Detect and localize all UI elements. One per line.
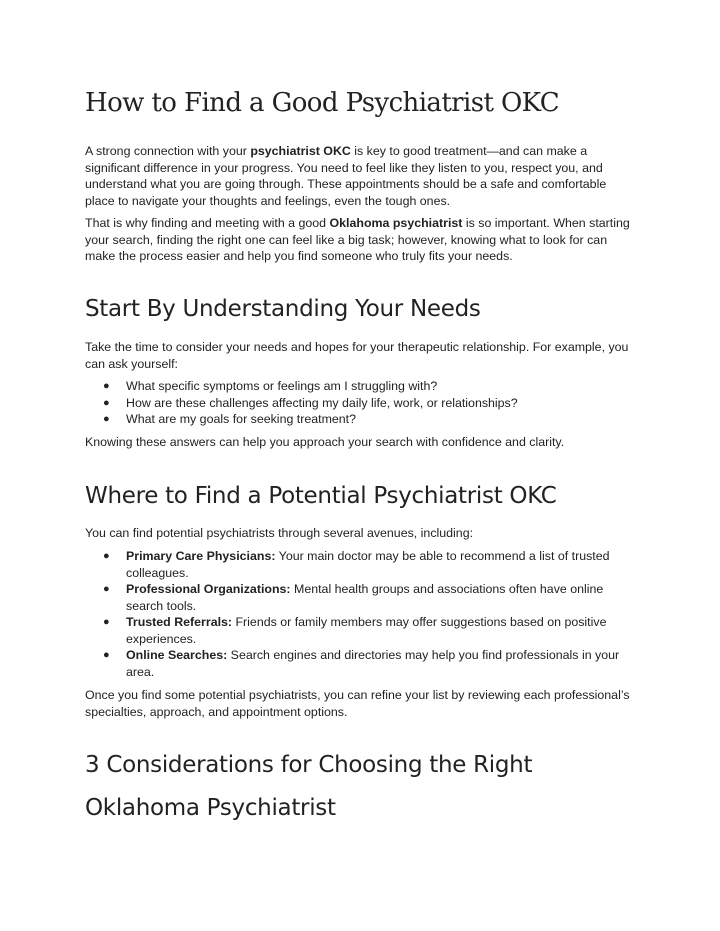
- intro-p2-text-rest: is so important. When starting your search, finding the right one can feel like a big task; however, knowing what to look for can make the process easier and help you find someone who truly fits your needs.: [85, 216, 630, 263]
- where-intro: You can find potential psychiatrists through several avenues, including:: [85, 526, 474, 540]
- list-item-term: Trusted Referrals:: [126, 615, 233, 629]
- list-item: [85, 614, 635, 647]
- list-item-text: What specific symptoms or feelings am I struggling with?: [126, 379, 438, 393]
- intro-paragraph-2: [85, 215, 635, 265]
- intro-p1-text-rest: is key to good treatment—and can make a significant difference in your progress. You need to feel like they listen to you, respect you, and understand what you are going through. These appointments should be a safe and comfortable place to navigate your thoughts and feelings, even the tough ones.: [85, 144, 607, 208]
- bullet-icon: ●: [103, 649, 110, 661]
- section-heading-considerations-line-2: Oklahoma Psychiatrist: [85, 795, 336, 821]
- section-heading-needs: Start By Understanding Your Needs: [85, 296, 481, 322]
- list-item-text: Search engines and directories may help you find professionals in your area.: [126, 648, 620, 679]
- needs-intro: Take the time to consider your needs and hopes for your therapeutic relationship. For example, you can ask yourself:: [85, 340, 629, 371]
- where-outro: Once you find some potential psychiatrists, you can refine your list by reviewing each professional’s specialties, approach, and appointment options.: [85, 688, 630, 719]
- bullet-icon: ●: [103, 380, 110, 392]
- intro-paragraph-1: [85, 143, 635, 209]
- list-item: [85, 548, 635, 581]
- list-item: [85, 378, 635, 395]
- list-item-text: Friends or family members may offer suggestions based on positive experiences.: [126, 615, 607, 646]
- list-item-text: How are these challenges affecting my daily life, work, or relationships?: [126, 395, 518, 410]
- list-item-text: Your main doctor may be able to recommend a list of trusted colleagues.: [126, 549, 610, 580]
- needs-question-list: [85, 378, 635, 428]
- list-item-term: Professional Organizations:: [126, 582, 291, 596]
- bullet-icon: ●: [103, 396, 110, 409]
- list-item-term: Primary Care Physicians:: [126, 549, 276, 563]
- sources-list: [85, 548, 635, 680]
- intro-p1-text: A strong connection with your: [85, 144, 251, 158]
- bullet-icon: ●: [103, 550, 110, 562]
- list-item-text: Mental health groups and associations often have online search tools.: [126, 582, 604, 613]
- section-heading-considerations-line-1: 3 Considerations for Choosing the Right: [85, 752, 533, 778]
- bullet-icon: ●: [103, 413, 110, 425]
- keyword-psychiatrist-okc: psychiatrist OKC: [250, 144, 351, 158]
- list-item: [85, 647, 635, 680]
- list-item: [85, 581, 635, 614]
- needs-outro: Knowing these answers can help you approach your search with confidence and clarity.: [85, 435, 565, 449]
- intro-p2-text: That is why finding and meeting with a good: [85, 216, 330, 230]
- list-item-text: What are my goals for seeking treatment?: [126, 412, 357, 426]
- list-item: [85, 395, 635, 412]
- bullet-icon: ●: [103, 616, 110, 628]
- keyword-oklahoma-psychiatrist: Oklahoma psychiatrist: [329, 216, 463, 230]
- list-item: [85, 411, 635, 428]
- section-heading-where-to-find: Where to Find a Potential Psychiatrist OKC: [85, 483, 557, 509]
- list-item-term: Online Searches:: [126, 648, 228, 662]
- page-title: How to Find a Good Psychiatrist OKC: [85, 88, 560, 118]
- bullet-icon: ●: [103, 583, 110, 595]
